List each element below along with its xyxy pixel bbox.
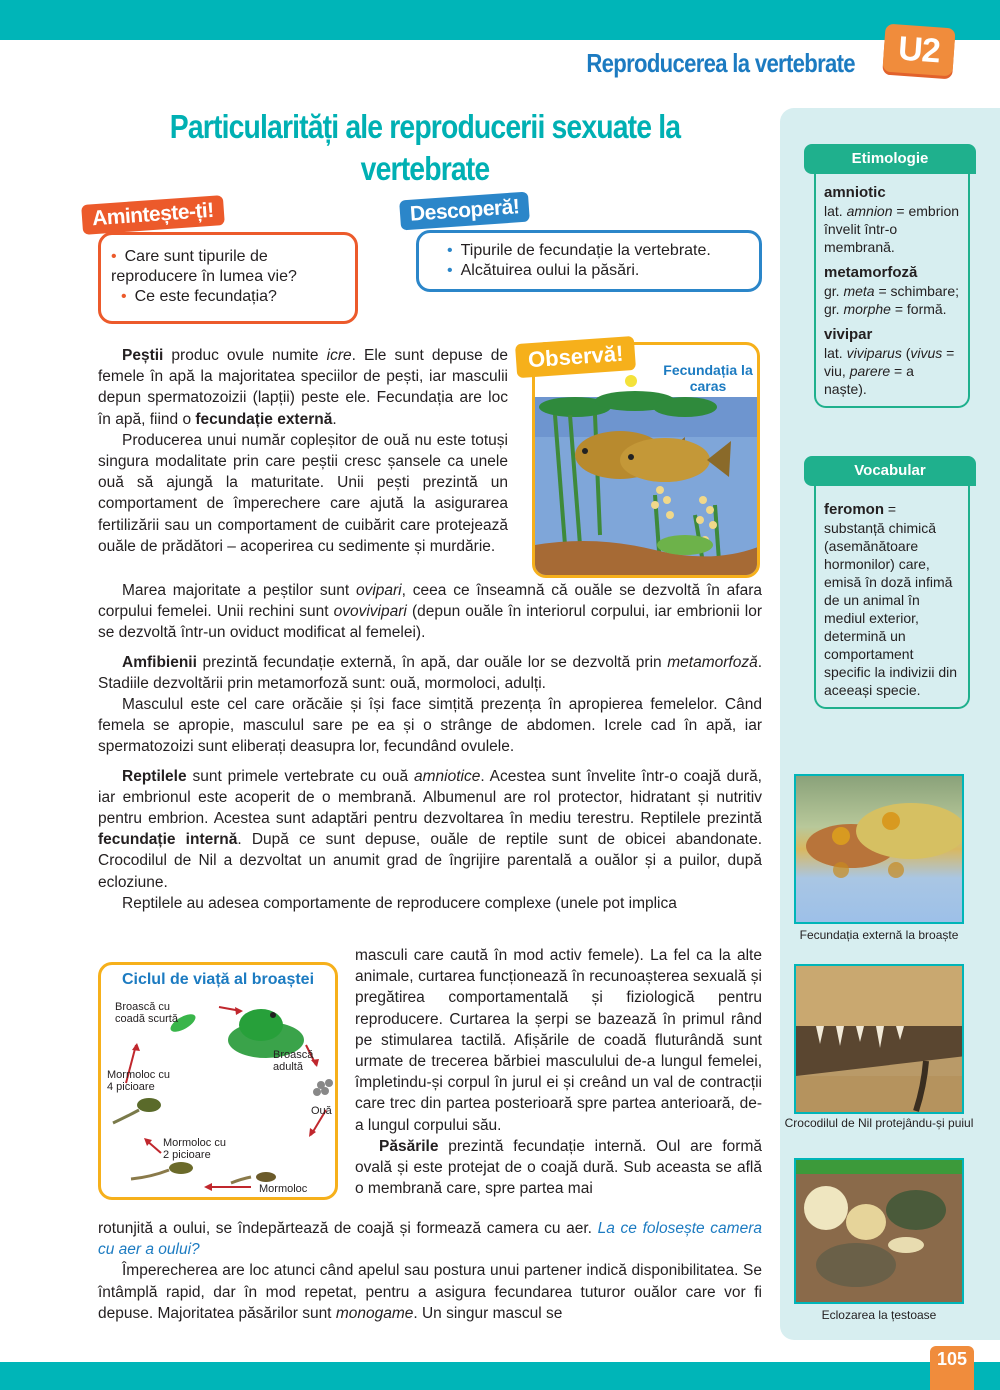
remind-item: • Ce este fecundația? [111, 287, 349, 307]
text-span: = viu, [824, 345, 955, 379]
discover-box [416, 230, 762, 292]
paragraph-fish-2: Producerea unui număr copleșitor de ouă nu este totuși singura modalitate prin care peștii cresc șansele ca unele ouă să ajungă la maturitate. Unii pești prezintă un comportament de împerechere care ajută la asigurarea fertilizării sau un comportament de cuibărit care protejează ouăle de prădători – acoperirea cu sedimente și murdărie. [98, 431, 508, 555]
bold-term: Amfibienii [122, 653, 197, 671]
paragraph-reptiles-2-start: Reptilele au adesea comportamente de reproducere complexe (unele pot implica [122, 894, 677, 912]
text-span: prezintă fecundație internă. Oul are formă ovală și este protejat de o coajă dură. Sub aceasta se află o membrană care, spre partea mai [355, 1137, 762, 1198]
text-span: = a naște). [824, 363, 914, 397]
paragraph-amphibians-1 [98, 652, 762, 694]
frog-cycle-title: Ciclul de viață al broaștei [121, 971, 315, 988]
sidebar [780, 108, 1000, 1340]
bold-term: Păsările [379, 1137, 439, 1155]
italic-term: metamorfoză [667, 653, 758, 671]
stage-label: Mormoloc cu 4 picioare [107, 1069, 170, 1093]
etymology-entry [824, 184, 960, 256]
etymology-box [814, 174, 970, 408]
text-birds [98, 1218, 762, 1324]
discover-label: Descoperă! [399, 192, 530, 231]
paragraph-birds-1-cont [98, 1218, 762, 1260]
text-fish-amphibians-reptiles [98, 580, 762, 914]
etymology-entry [824, 326, 960, 398]
etymology-header: Etimologie [804, 144, 976, 174]
photo-caption: Crocodilul de Nil protejându-și puiul [784, 1116, 974, 1130]
stage-label: Mormoloc [259, 1183, 308, 1195]
text-span: Împerecherea are loc atunci când apelul sau postura unui partener indică disponibilitatea. Se întâmplă rapid, dar în mod repetat, pentru a asigura fecundarea tuturor ouălor care vor fi depuse. Majoritatea păsărilor sunt [98, 1262, 762, 1322]
italic-term: ovovivipari [333, 603, 407, 621]
remind-box [98, 232, 358, 324]
crocodile-image [796, 966, 964, 1114]
etymology-term: vivipar [824, 326, 873, 343]
bottom-band [0, 1362, 1000, 1390]
text-span: sunt primele vertebrate cu ouă [186, 767, 414, 785]
discover-item: • Tipurile de fecundație la vertebrate. [447, 241, 747, 261]
italic-term: monogame [335, 1304, 414, 1322]
text-span: . Acestea sunt învelite într-o coajă dură, iar embrionul este acoperit de o membrană. Albumenul are rol protector, hidratant și nutritiv pentru embrion. Acestea sunt adaptări pentru dezvoltarea în mediu terestru. Reptilele prezintă [98, 767, 762, 828]
vocabulary-header: Vocabular [804, 456, 976, 486]
text-span: lat. [824, 203, 847, 219]
etymology-term: amniotic [824, 184, 886, 201]
vocabulary-box [814, 486, 970, 709]
text-span: prezintă fecundație externă, în apă, dar ouăle lor se dezvoltă prin [196, 653, 668, 671]
paragraph-fish-1 [98, 345, 508, 430]
observe-label: Observă! [515, 336, 636, 378]
italic-term: viviparus [846, 345, 902, 361]
photo-toads [794, 774, 964, 924]
etymology-entry [824, 264, 960, 318]
italic-term: vivus [910, 345, 943, 361]
toads-image [796, 776, 964, 924]
top-band [0, 0, 1000, 40]
remind-label: Amintește-ți! [81, 195, 225, 235]
text-span: . Stadiile dezvoltării prin metamorfoză sunt: ouă, mormoloci, adulți. [98, 653, 762, 692]
vocabulary-definition: = substanță chimică (asemănătoare hormonilor) care, emisă în doză infimă de un animal în mediul exterior, determină un comportament specific la indivizii din aceeași specie. [824, 501, 958, 698]
text-fish [98, 345, 508, 557]
photo-caption: Eclozarea la țestoase [821, 1308, 937, 1322]
discover-item: • Alcătuirea oului la păsări. [447, 261, 747, 281]
stage-label: Broască adultă [273, 1049, 314, 1073]
bold-term: Peștii [122, 347, 164, 364]
text-span: . După ce sunt depuse, ouăle de reptile sunt de obicei abandonate. Crocodilul de Nil a dezvoltat un anumit grad de îngrijire parentală a ouălor și a puilor, după ecloziune. [98, 831, 762, 891]
italic-term: amniotice [413, 767, 481, 785]
text-span: , ceea ce înseamnă că ouăle se dezvoltă în afara corpului femelei. Unii rechini sunt [98, 582, 762, 621]
text-span: ( [901, 345, 911, 361]
text-span: Marea majoritate a peștilor sunt [122, 582, 356, 599]
unit-badge: U2 [882, 24, 955, 77]
text-reptiles-birds [355, 945, 762, 1199]
vocabulary-term: feromon [824, 501, 884, 518]
italic-term: ovipari [355, 582, 402, 599]
text-span: (depun ouăle în interiorul corpului, iar embrionii lor se dezvoltă într-un oviduct modificat al femelei). [98, 603, 762, 642]
remind-item: • Care sunt tipurile de reproducere în lumea vie? [111, 247, 349, 287]
remind-list [111, 247, 349, 307]
text-span: produc ovule numite [163, 347, 327, 364]
frog-life-cycle-diagram [98, 962, 338, 1200]
paragraph-amphibians-2: Masculul este cel care orăcăie și își face simțită prezența în apropierea femelelor. Când femela se apropie, masculul sare pe ea și o strânge de abdomen. Icrele cad în apă, iar spermatozoizi sunt eliberați deasupra lor, fecundând ovulele. [98, 696, 762, 756]
photo-turtles [794, 1158, 964, 1304]
italic-term: meta [843, 283, 875, 299]
paragraph-birds-1-start [355, 1136, 762, 1200]
text-span: . Un singur mascul se [413, 1304, 563, 1322]
discover-list [447, 241, 747, 281]
text-span: gr. [824, 301, 844, 317]
question-text: La ce folosește camera cu aer a oului? [98, 1220, 762, 1259]
bold-term: Reptilele [122, 767, 187, 785]
paragraph-reptiles-1 [98, 766, 762, 893]
page-number: 105 [930, 1346, 974, 1390]
photo-crocodile [794, 964, 964, 1114]
text-span: lat. [824, 345, 847, 361]
italic-term: morphe [843, 301, 891, 317]
bold-term: fecundație internă [98, 831, 238, 849]
chapter-title: Reproducerea la vertebrate [586, 48, 855, 78]
italic-term: icre [326, 347, 352, 364]
stage-label: Mormoloc cu 2 picioare [163, 1137, 226, 1161]
paragraph-reptiles-2-cont: masculi care caută în mod activ femele). La fel ca la alte animale, curtarea funcționează în recunoașterea sexuală și pregătirea comportamentală și fiziologică pentru reproducere. Curtarea la șerpi se bazează în primul rând pe stimularea tactilă. Afișările de coadă fluturândă sunt urmate de trecerea bărbiei masculului de-a lungul femelei, împletindu-și corpul în jurul ei și creând un val de contracții care trec din partea posterioară spre partea anterioară, de-a lungul corpului său. [355, 947, 762, 1134]
etymology-term: metamorfoză [824, 264, 918, 281]
page-title: Particularități ale reproducerii sexuate la vertebrate [169, 108, 681, 187]
text-span: = formă. [890, 301, 947, 317]
italic-term: amnion [846, 203, 893, 219]
paragraph-birds-2 [98, 1260, 762, 1324]
text-span: . Ele sunt depuse de femele în apă la majoritatea speciilor de pești, iar masculii depun spermatozoizii (lapții) peste ele. Fecundația are loc în apă, fiind o [98, 347, 508, 428]
text-span: . [332, 410, 337, 428]
photo-caption: Fecundația externă la broaște [799, 928, 959, 942]
stage-label: Ouă [311, 1105, 332, 1117]
text-span: = embrion învelit într-o membrană. [824, 203, 960, 255]
text-span: gr. [824, 283, 844, 299]
text-span: = schimbare; [874, 283, 960, 299]
bold-term: fecundație externă [195, 410, 333, 428]
turtles-image [796, 1160, 964, 1304]
italic-term: parere [849, 363, 891, 379]
observe-caption: Fecundația la caras [663, 362, 753, 394]
paragraph-fish-3 [98, 580, 762, 644]
stage-label: Broască cu coadă scurtă [115, 1001, 178, 1025]
text-span: rotunjită a oului, se îndepărtează de coajă și formează camera cu aer. [98, 1220, 598, 1237]
